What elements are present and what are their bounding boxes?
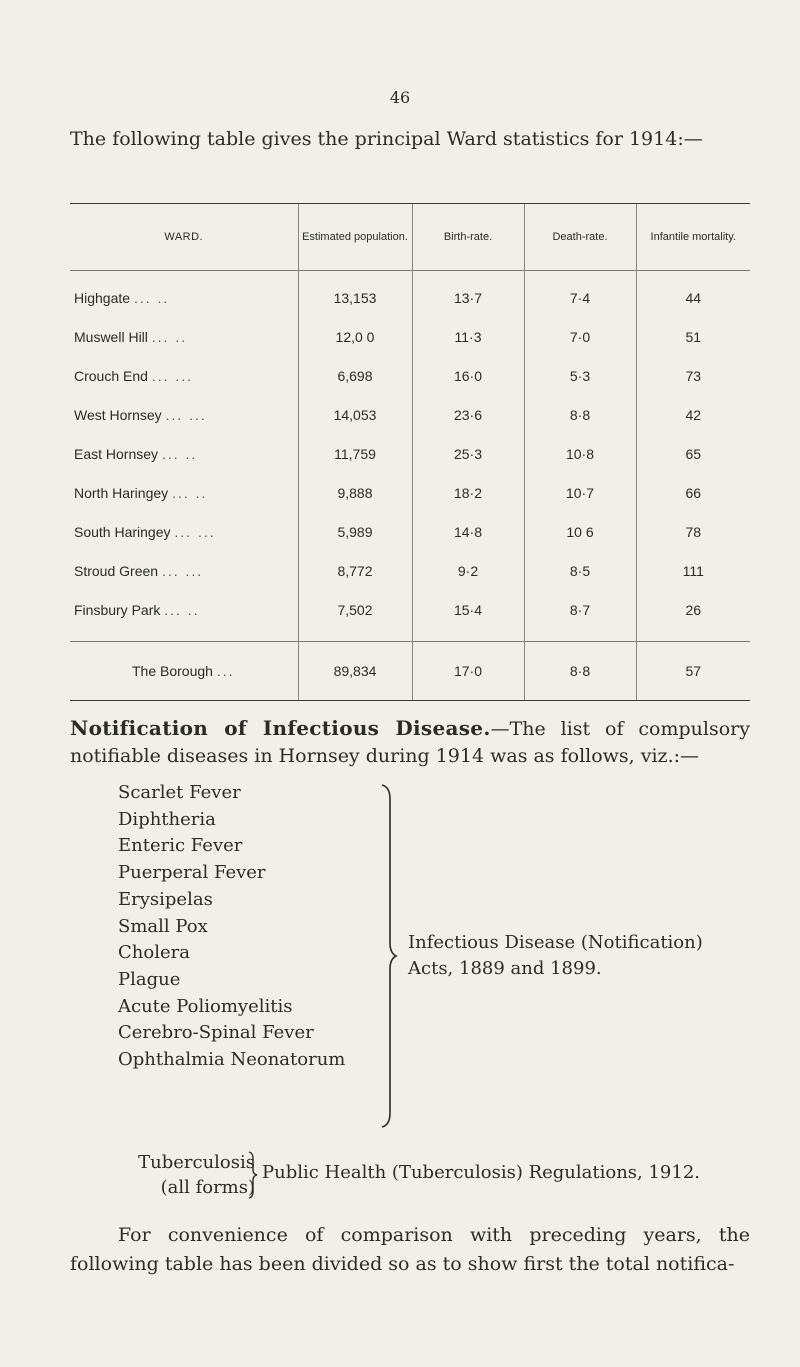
list-item: Cholera — [118, 942, 190, 964]
ward-name-cell — [70, 473, 298, 512]
leader-dots: ... ... — [151, 367, 194, 384]
infant-mortality-cell: 65 — [636, 434, 750, 473]
table-row — [70, 317, 750, 356]
tb-line: (all forms) — [160, 1177, 255, 1198]
tuberculosis-label — [115, 1150, 255, 1200]
ward-name: North Haringey — [74, 484, 169, 501]
infant-mortality-cell: 42 — [636, 395, 750, 434]
leader-dots: ... .. — [151, 328, 188, 345]
death-rate-cell: 8·5 — [524, 551, 636, 590]
tuberculosis-regulation: Public Health (Tuberculosis) Regulations, 1912. — [262, 1162, 701, 1183]
list-item: Acute Poliomyelitis — [118, 995, 293, 1017]
right-brace-icon — [380, 783, 400, 1129]
ward-name-cell — [70, 356, 298, 395]
population-cell: 5,989 — [298, 512, 412, 551]
leader-dots: ... — [216, 663, 235, 679]
population-cell: 89,834 — [298, 642, 412, 701]
page-number: 46 — [389, 88, 411, 107]
table-row — [70, 395, 750, 434]
leader-dots: ... .. — [164, 601, 200, 618]
table-row — [70, 356, 750, 395]
table-header-row — [70, 204, 750, 271]
act-line: Acts, 1889 and 1899. — [408, 958, 602, 979]
disease-list — [118, 780, 388, 1074]
ward-name: Crouch End — [74, 367, 148, 384]
header-population: Estimated population. — [298, 204, 412, 271]
notification-paragraph — [70, 715, 750, 770]
intro-paragraph: The following table gives the principal Ward statistics for 1914:— — [70, 128, 703, 150]
table-total-row — [70, 642, 750, 701]
infant-mortality-cell: 66 — [636, 473, 750, 512]
infant-mortality-cell: 26 — [636, 590, 750, 629]
section-body: —The list of compulsory notifiable diseases in Hornsey during 1914 was as follows, viz.:— — [70, 718, 750, 767]
ward-name: East Hornsey — [74, 445, 159, 462]
header-ward: WARD. — [70, 204, 298, 271]
list-item: Scarlet Fever — [118, 782, 241, 803]
population-cell: 7,502 — [298, 590, 412, 629]
birth-rate-cell: 23·6 — [412, 395, 524, 434]
leader-dots: ... .. — [161, 445, 198, 462]
leader-dots: ... .. — [172, 484, 208, 501]
death-rate-cell: 5·3 — [524, 356, 636, 395]
table-row — [70, 473, 750, 512]
ward-name-cell — [70, 551, 298, 590]
tb-line: Tuberculosis — [138, 1152, 255, 1173]
ward-name-cell — [70, 590, 298, 629]
death-rate-cell: 7·4 — [524, 271, 636, 318]
ward-name-cell — [70, 271, 298, 318]
table-row — [70, 271, 750, 318]
list-item: Diphtheria — [118, 808, 216, 830]
birth-rate-cell: 25·3 — [412, 434, 524, 473]
birth-rate-cell: 17·0 — [412, 642, 524, 701]
leader-dots: ... ... — [165, 406, 207, 423]
birth-rate-cell: 9·2 — [412, 551, 524, 590]
list-item: Plague — [118, 968, 181, 990]
death-rate-cell: 8·7 — [524, 590, 636, 629]
header-death-rate: Death-rate. — [524, 204, 636, 271]
ward-name-cell — [70, 317, 298, 356]
table-row — [70, 434, 750, 473]
infant-mortality-cell: 111 — [636, 551, 750, 590]
closing-paragraph: For convenience of comparison with preceding years, the following table has been divided so as to show first the total notifica- — [70, 1224, 750, 1275]
population-cell: 11,759 — [298, 434, 412, 473]
infant-mortality-cell: 73 — [636, 356, 750, 395]
ward-name-cell — [70, 395, 298, 434]
birth-rate-cell: 15·4 — [412, 590, 524, 629]
table-row — [70, 590, 750, 629]
ward-name-cell — [70, 434, 298, 473]
population-cell: 9,888 — [298, 473, 412, 512]
death-rate-cell: 10·8 — [524, 434, 636, 473]
leader-dots: ... ... — [174, 523, 216, 540]
list-item: Cerebro-Spinal Fever — [118, 1022, 314, 1044]
population-cell: 13,153 — [298, 271, 412, 318]
population-cell: 12,0 0 — [298, 317, 412, 356]
list-item: Puerperal Fever — [118, 862, 266, 884]
ward-name: Finsbury Park — [74, 601, 161, 618]
act-reference — [408, 930, 758, 982]
ward-name: Stroud Green — [74, 562, 159, 579]
infant-mortality-cell: 44 — [636, 271, 750, 318]
list-item: Ophthalmia Neonatorum — [118, 1049, 346, 1071]
leader-dots: ... .. — [133, 289, 170, 306]
infant-mortality-cell: 57 — [636, 642, 750, 701]
ward-name-cell — [70, 642, 298, 701]
ward-name: South Haringey — [74, 523, 171, 540]
birth-rate-cell: 11·3 — [412, 317, 524, 356]
birth-rate-cell: 14·8 — [412, 512, 524, 551]
population-cell: 8,772 — [298, 551, 412, 590]
list-item: Enteric Fever — [118, 835, 243, 857]
birth-rate-cell: 13·7 — [412, 271, 524, 318]
header-birth-rate: Birth-rate. — [412, 204, 524, 271]
table-row — [70, 551, 750, 590]
death-rate-cell: 10·7 — [524, 473, 636, 512]
death-rate-cell: 8·8 — [524, 642, 636, 701]
ward-name: Highgate — [74, 289, 131, 306]
list-item: Erysipelas — [118, 888, 213, 910]
population-cell: 6,698 — [298, 356, 412, 395]
death-rate-cell: 8·8 — [524, 395, 636, 434]
ward-name-cell — [70, 512, 298, 551]
population-cell: 14,053 — [298, 395, 412, 434]
table-spacer-row — [70, 629, 750, 642]
birth-rate-cell: 16·0 — [412, 356, 524, 395]
ward-name: Muswell Hill — [74, 328, 148, 345]
birth-rate-cell: 18·2 — [412, 473, 524, 512]
death-rate-cell: 10 6 — [524, 512, 636, 551]
infant-mortality-cell: 51 — [636, 317, 750, 356]
header-infantile-mortality: Infantile mortality. — [636, 204, 750, 271]
ward-statistics-table — [70, 203, 750, 701]
ward-name: West Hornsey — [74, 406, 162, 423]
ward-name: The Borough — [131, 663, 213, 679]
death-rate-cell: 7·0 — [524, 317, 636, 356]
list-item: Small Pox — [118, 915, 208, 937]
section-heading: Notification of Infectious Disease. — [70, 716, 491, 740]
table-row — [70, 512, 750, 551]
leader-dots: ... ... — [161, 562, 204, 579]
infant-mortality-cell: 78 — [636, 512, 750, 551]
act-line: Infectious Disease (Notification) — [408, 932, 703, 953]
small-brace-icon — [245, 1150, 259, 1200]
